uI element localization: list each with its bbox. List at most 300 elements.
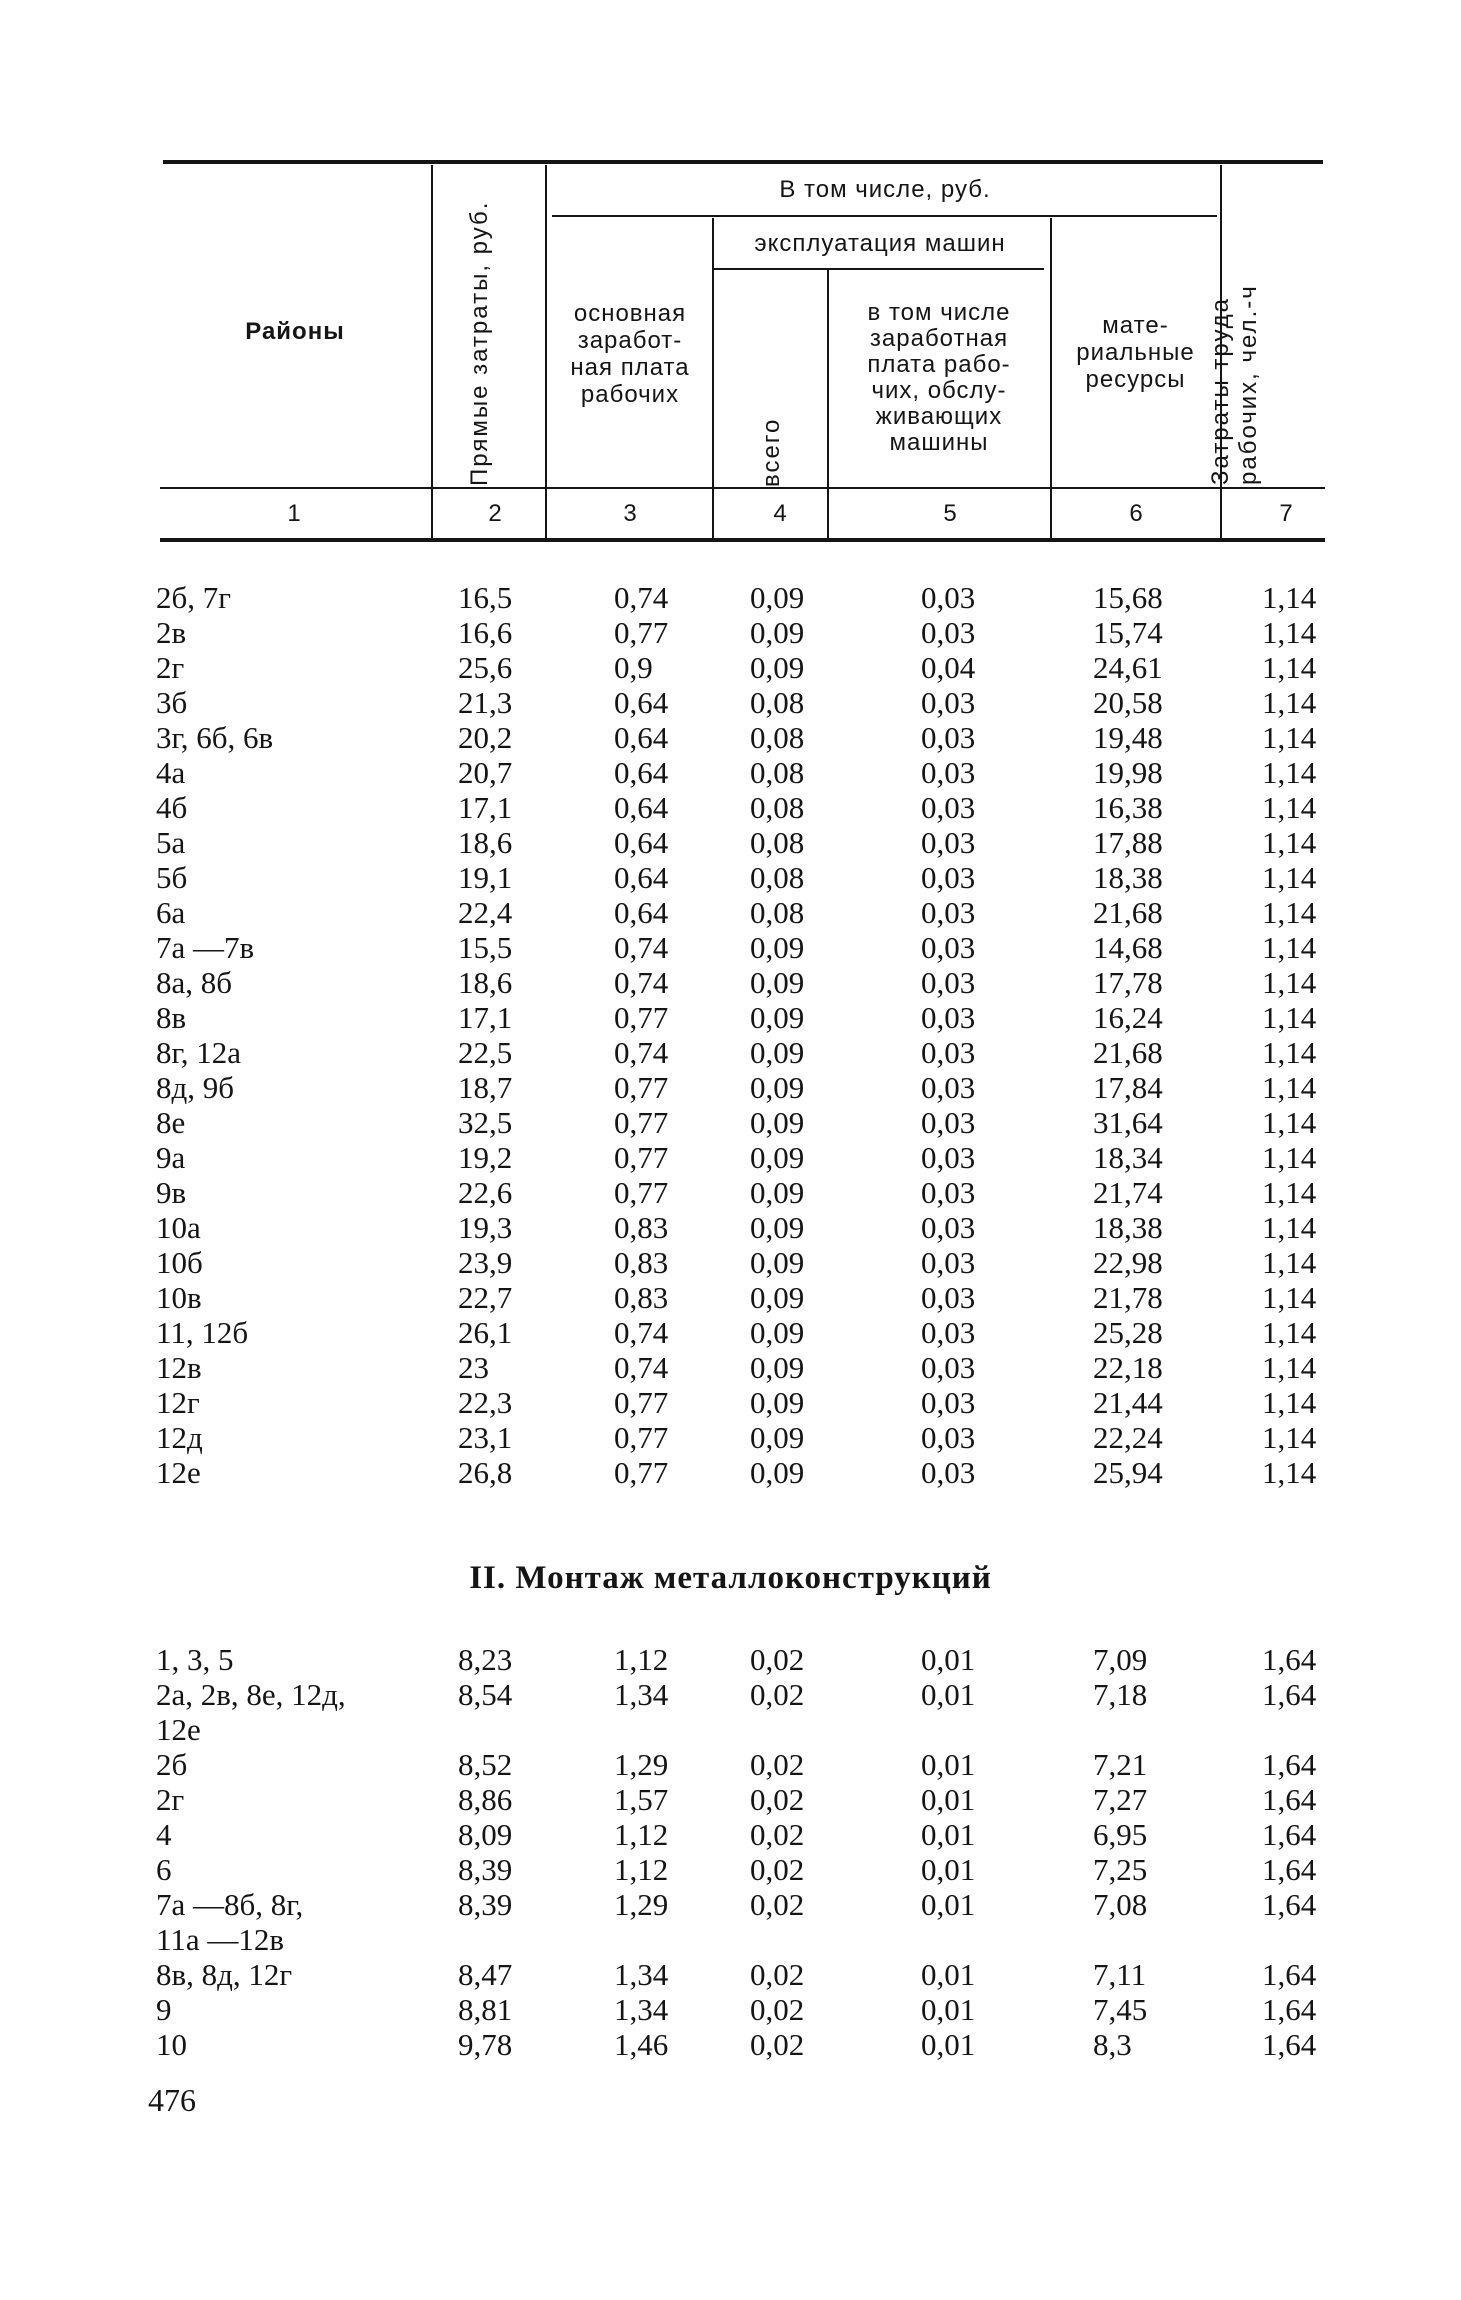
region-cell: 8в, 8д, 12г bbox=[156, 1957, 293, 1992]
header-col3-line2: заработ- bbox=[577, 327, 683, 354]
value-cell: 21,3 bbox=[458, 685, 513, 720]
colnum-2: 2 bbox=[488, 500, 502, 527]
table-row bbox=[0, 1175, 1461, 1210]
value-cell: 19,48 bbox=[1093, 720, 1163, 755]
value-cell: 0,02 bbox=[750, 1817, 805, 1852]
value-cell: 7,21 bbox=[1093, 1747, 1148, 1782]
value-cell: 0,77 bbox=[614, 1000, 669, 1035]
table-row bbox=[0, 1315, 1461, 1350]
region-cell: 9в bbox=[156, 1175, 187, 1210]
value-cell: 0,03 bbox=[921, 685, 976, 720]
table-row bbox=[0, 1385, 1461, 1420]
value-cell: 0,03 bbox=[921, 580, 976, 615]
value-cell: 1,12 bbox=[614, 1852, 669, 1887]
value-cell: 1,64 bbox=[1262, 1747, 1317, 1782]
header-col6 bbox=[1053, 312, 1218, 393]
value-cell: 0,77 bbox=[614, 1385, 669, 1420]
table-row bbox=[0, 2027, 1461, 2062]
value-cell: 1,14 bbox=[1262, 1455, 1317, 1490]
header-col2: Прямые затраты, руб. bbox=[466, 200, 493, 486]
value-cell: 0,03 bbox=[921, 1210, 976, 1245]
header-col6-line2: риальные bbox=[1076, 339, 1195, 366]
table-row bbox=[0, 755, 1461, 790]
value-cell: 0,09 bbox=[750, 1000, 805, 1035]
value-cell: 0,09 bbox=[750, 930, 805, 965]
value-cell: 8,39 bbox=[458, 1887, 513, 1922]
value-cell: 15,74 bbox=[1093, 615, 1163, 650]
value-cell: 17,78 bbox=[1093, 965, 1163, 1000]
value-cell: 1,14 bbox=[1262, 755, 1317, 790]
value-cell: 8,09 bbox=[458, 1817, 513, 1852]
value-cell: 0,09 bbox=[750, 1455, 805, 1490]
value-cell: 1,14 bbox=[1262, 1140, 1317, 1175]
value-cell: 8,86 bbox=[458, 1782, 513, 1817]
value-cell: 21,44 bbox=[1093, 1385, 1163, 1420]
value-cell: 1,14 bbox=[1262, 860, 1317, 895]
value-cell: 0,02 bbox=[750, 1782, 805, 1817]
value-cell: 19,98 bbox=[1093, 755, 1163, 790]
table-row bbox=[0, 1817, 1461, 1852]
value-cell: 0,03 bbox=[921, 755, 976, 790]
value-cell: 7,25 bbox=[1093, 1852, 1148, 1887]
table-row bbox=[0, 825, 1461, 860]
colnum-7: 7 bbox=[1279, 500, 1293, 527]
machines-rule bbox=[712, 268, 1044, 270]
region-cell: 12д bbox=[156, 1420, 203, 1455]
numbers-bottom-rule bbox=[160, 538, 1325, 542]
value-cell: 25,6 bbox=[458, 650, 513, 685]
value-cell: 0,09 bbox=[750, 615, 805, 650]
value-cell: 17,88 bbox=[1093, 825, 1163, 860]
value-cell: 0,64 bbox=[614, 895, 669, 930]
colnum-5: 5 bbox=[943, 500, 957, 527]
value-cell: 31,64 bbox=[1093, 1105, 1163, 1140]
header-col6-line1: мате- bbox=[1102, 312, 1169, 339]
value-cell: 0,01 bbox=[921, 1992, 976, 2027]
table-row bbox=[0, 1957, 1461, 1992]
value-cell: 1,64 bbox=[1262, 1782, 1317, 1817]
header-col5 bbox=[830, 300, 1048, 456]
region-cell: 10 bbox=[156, 2027, 187, 2062]
value-cell: 0,74 bbox=[614, 965, 669, 1000]
table-row bbox=[0, 1350, 1461, 1385]
table-row bbox=[0, 860, 1461, 895]
value-cell: 21,78 bbox=[1093, 1280, 1163, 1315]
value-cell: 0,03 bbox=[921, 1035, 976, 1070]
page-number: 476 bbox=[148, 2082, 196, 2118]
value-cell: 0,64 bbox=[614, 685, 669, 720]
value-cell: 18,34 bbox=[1093, 1140, 1163, 1175]
value-cell: 0,03 bbox=[921, 965, 976, 1000]
header-col5-line5: живающих bbox=[875, 403, 1003, 430]
region-cell: 7а —8б, 8г, 11а —12в bbox=[156, 1887, 304, 1957]
value-cell: 0,74 bbox=[614, 1350, 669, 1385]
table-row bbox=[0, 895, 1461, 930]
value-cell: 24,61 bbox=[1093, 650, 1163, 685]
value-cell: 18,6 bbox=[458, 825, 513, 860]
region-cell: 4а bbox=[156, 755, 186, 790]
region-cell: 12г bbox=[156, 1385, 200, 1420]
value-cell: 0,03 bbox=[921, 720, 976, 755]
value-cell: 1,14 bbox=[1262, 1385, 1317, 1420]
value-cell: 0,74 bbox=[614, 930, 669, 965]
table-row bbox=[0, 720, 1461, 755]
value-cell: 16,38 bbox=[1093, 790, 1163, 825]
value-cell: 23 bbox=[458, 1350, 489, 1385]
value-cell: 0,01 bbox=[921, 2027, 976, 2062]
region-cell: 2г bbox=[156, 1782, 185, 1817]
header-col5-line4: чих, обслу- bbox=[871, 377, 1007, 404]
value-cell: 1,64 bbox=[1262, 1957, 1317, 1992]
value-cell: 26,8 bbox=[458, 1455, 513, 1490]
value-cell: 21,68 bbox=[1093, 1035, 1163, 1070]
value-cell: 1,14 bbox=[1262, 1035, 1317, 1070]
value-cell: 0,03 bbox=[921, 1140, 976, 1175]
table-row bbox=[0, 930, 1461, 965]
value-cell: 18,6 bbox=[458, 965, 513, 1000]
region-cell: 12в bbox=[156, 1350, 202, 1385]
region-cell: 10в bbox=[156, 1280, 202, 1315]
region-cell: 9 bbox=[156, 1992, 172, 2027]
value-cell: 0,74 bbox=[614, 580, 669, 615]
value-cell: 0,64 bbox=[614, 790, 669, 825]
value-cell: 8,47 bbox=[458, 1957, 513, 1992]
value-cell: 1,14 bbox=[1262, 1070, 1317, 1105]
table-row bbox=[0, 580, 1461, 615]
region-cell: 8д, 9б bbox=[156, 1070, 235, 1105]
value-cell: 16,6 bbox=[458, 615, 513, 650]
header-col4: всего bbox=[758, 417, 785, 487]
value-cell: 0,09 bbox=[750, 1175, 805, 1210]
value-cell: 0,64 bbox=[614, 825, 669, 860]
region-cell: 4б bbox=[156, 790, 188, 825]
value-cell: 0,03 bbox=[921, 1105, 976, 1140]
header-col3-line1: основная bbox=[573, 300, 687, 327]
header-col5-line3: плата рабо- bbox=[867, 351, 1011, 378]
value-cell: 0,09 bbox=[750, 1280, 805, 1315]
header-col3-line3: ная плата bbox=[570, 354, 690, 381]
value-cell: 16,24 bbox=[1093, 1000, 1163, 1035]
value-cell: 0,64 bbox=[614, 720, 669, 755]
value-cell: 1,12 bbox=[614, 1817, 669, 1852]
table-row bbox=[0, 1677, 1461, 1747]
value-cell: 0,08 bbox=[750, 755, 805, 790]
value-cell: 0,08 bbox=[750, 895, 805, 930]
value-cell: 1,14 bbox=[1262, 1210, 1317, 1245]
value-cell: 0,83 bbox=[614, 1245, 669, 1280]
value-cell: 1,64 bbox=[1262, 1887, 1317, 1922]
value-cell: 0,08 bbox=[750, 860, 805, 895]
value-cell: 0,77 bbox=[614, 615, 669, 650]
value-cell: 25,28 bbox=[1093, 1315, 1163, 1350]
value-cell: 20,7 bbox=[458, 755, 513, 790]
vrule-2 bbox=[545, 165, 547, 540]
value-cell: 1,12 bbox=[614, 1642, 669, 1677]
region-cell: 2в bbox=[156, 615, 187, 650]
value-cell: 8,54 bbox=[458, 1677, 513, 1712]
value-cell: 26,1 bbox=[458, 1315, 513, 1350]
value-cell: 1,14 bbox=[1262, 895, 1317, 930]
value-cell: 1,14 bbox=[1262, 965, 1317, 1000]
vrule-5 bbox=[1050, 218, 1052, 540]
value-cell: 15,68 bbox=[1093, 580, 1163, 615]
value-cell: 6,95 bbox=[1093, 1817, 1148, 1852]
value-cell: 0,03 bbox=[921, 1000, 976, 1035]
value-cell: 0,03 bbox=[921, 860, 976, 895]
value-cell: 0,03 bbox=[921, 1280, 976, 1315]
value-cell: 19,1 bbox=[458, 860, 513, 895]
region-cell: 5а bbox=[156, 825, 186, 860]
value-cell: 0,01 bbox=[921, 1782, 976, 1817]
value-cell: 0,02 bbox=[750, 1677, 805, 1712]
vrule-3 bbox=[712, 218, 714, 540]
table-row bbox=[0, 1105, 1461, 1140]
value-cell: 1,14 bbox=[1262, 930, 1317, 965]
table-row bbox=[0, 965, 1461, 1000]
value-cell: 0,03 bbox=[921, 615, 976, 650]
value-cell: 0,77 bbox=[614, 1140, 669, 1175]
region-cell: 8в bbox=[156, 1000, 187, 1035]
value-cell: 0,08 bbox=[750, 825, 805, 860]
value-cell: 1,14 bbox=[1262, 1315, 1317, 1350]
table-row bbox=[0, 790, 1461, 825]
value-cell: 0,03 bbox=[921, 825, 976, 860]
value-cell: 21,74 bbox=[1093, 1175, 1163, 1210]
value-cell: 16,5 bbox=[458, 580, 513, 615]
value-cell: 0,09 bbox=[750, 1140, 805, 1175]
value-cell: 0,01 bbox=[921, 1817, 976, 1852]
table-header bbox=[0, 0, 1461, 560]
value-cell: 0,83 bbox=[614, 1280, 669, 1315]
value-cell: 0,09 bbox=[750, 965, 805, 1000]
value-cell: 0,08 bbox=[750, 720, 805, 755]
value-cell: 1,14 bbox=[1262, 650, 1317, 685]
colnum-6: 6 bbox=[1129, 500, 1143, 527]
value-cell: 21,68 bbox=[1093, 895, 1163, 930]
value-cell: 0,08 bbox=[750, 790, 805, 825]
table-row bbox=[0, 1280, 1461, 1315]
value-cell: 1,14 bbox=[1262, 720, 1317, 755]
value-cell: 0,77 bbox=[614, 1175, 669, 1210]
table-row bbox=[0, 1455, 1461, 1490]
table-row bbox=[0, 1035, 1461, 1070]
region-cell: 2а, 2в, 8е, 12д, 12е bbox=[156, 1677, 346, 1747]
value-cell: 18,7 bbox=[458, 1070, 513, 1105]
value-cell: 0,02 bbox=[750, 2027, 805, 2062]
header-col5-line2: заработная bbox=[869, 325, 1009, 352]
section2-title: II. Монтаж металлоконструкций bbox=[469, 1560, 992, 1596]
value-cell: 9,78 bbox=[458, 2027, 513, 2062]
value-cell: 22,6 bbox=[458, 1175, 513, 1210]
vrule-4 bbox=[827, 270, 829, 540]
value-cell: 22,3 bbox=[458, 1385, 513, 1420]
value-cell: 0,64 bbox=[614, 860, 669, 895]
value-cell: 1,34 bbox=[614, 1992, 669, 2027]
header-col5-line1: в том числе bbox=[867, 299, 1011, 326]
value-cell: 0,09 bbox=[750, 1315, 805, 1350]
colnum-1: 1 bbox=[287, 500, 301, 527]
header-col6-line3: ресурсы bbox=[1085, 366, 1186, 393]
value-cell: 0,77 bbox=[614, 1455, 669, 1490]
value-cell: 19,2 bbox=[458, 1140, 513, 1175]
region-cell: 3б bbox=[156, 685, 188, 720]
value-cell: 1,29 bbox=[614, 1747, 669, 1782]
value-cell: 1,14 bbox=[1262, 1175, 1317, 1210]
value-cell: 0,02 bbox=[750, 1957, 805, 1992]
table-row bbox=[0, 650, 1461, 685]
value-cell: 0,09 bbox=[750, 1245, 805, 1280]
value-cell: 0,01 bbox=[921, 1852, 976, 1887]
region-cell: 10а bbox=[156, 1210, 201, 1245]
region-cell: 9а bbox=[156, 1140, 186, 1175]
colnum-4: 4 bbox=[773, 500, 787, 527]
region-cell: 8г, 12а bbox=[156, 1035, 241, 1070]
value-cell: 0,03 bbox=[921, 930, 976, 965]
value-cell: 1,14 bbox=[1262, 1105, 1317, 1140]
value-cell: 0,01 bbox=[921, 1747, 976, 1782]
region-cell: 10б bbox=[156, 1245, 203, 1280]
table-row bbox=[0, 1070, 1461, 1105]
value-cell: 0,83 bbox=[614, 1210, 669, 1245]
region-cell: 2б bbox=[156, 1747, 188, 1782]
value-cell: 17,1 bbox=[458, 790, 513, 825]
top-rule bbox=[163, 160, 1323, 164]
value-cell: 0,77 bbox=[614, 1105, 669, 1140]
value-cell: 8,3 bbox=[1093, 2027, 1132, 2062]
value-cell: 0,09 bbox=[750, 1105, 805, 1140]
value-cell: 0,09 bbox=[750, 1385, 805, 1420]
value-cell: 20,2 bbox=[458, 720, 513, 755]
value-cell: 0,01 bbox=[921, 1677, 976, 1712]
value-cell: 0,02 bbox=[750, 1992, 805, 2027]
value-cell: 18,38 bbox=[1093, 1210, 1163, 1245]
region-cell: 6 bbox=[156, 1852, 172, 1887]
value-cell: 14,68 bbox=[1093, 930, 1163, 965]
value-cell: 0,01 bbox=[921, 1642, 976, 1677]
region-cell: 2г bbox=[156, 650, 185, 685]
value-cell: 1,64 bbox=[1262, 1642, 1317, 1677]
value-cell: 1,14 bbox=[1262, 1420, 1317, 1455]
table-row bbox=[0, 1782, 1461, 1817]
header-bottom-rule bbox=[160, 487, 1325, 489]
region-cell: 7а —7в bbox=[156, 930, 255, 965]
table-row bbox=[0, 1210, 1461, 1245]
value-cell: 0,02 bbox=[750, 1747, 805, 1782]
value-cell: 1,64 bbox=[1262, 1992, 1317, 2027]
value-cell: 1,64 bbox=[1262, 1677, 1317, 1712]
value-cell: 7,27 bbox=[1093, 1782, 1148, 1817]
value-cell: 0,77 bbox=[614, 1420, 669, 1455]
table-row bbox=[0, 1642, 1461, 1677]
value-cell: 0,77 bbox=[614, 1070, 669, 1105]
region-cell: 12е bbox=[156, 1455, 201, 1490]
value-cell: 17,84 bbox=[1093, 1070, 1163, 1105]
value-cell: 19,3 bbox=[458, 1210, 513, 1245]
value-cell: 20,58 bbox=[1093, 685, 1163, 720]
value-cell: 22,98 bbox=[1093, 1245, 1163, 1280]
value-cell: 23,1 bbox=[458, 1420, 513, 1455]
value-cell: 15,5 bbox=[458, 930, 513, 965]
value-cell: 8,52 bbox=[458, 1747, 513, 1782]
header-machines: эксплуатация машин bbox=[754, 230, 1006, 257]
header-col7: Затраты труда рабочих, чел.-ч bbox=[1207, 284, 1262, 485]
value-cell: 1,29 bbox=[614, 1887, 669, 1922]
value-cell: 0,01 bbox=[921, 1957, 976, 1992]
value-cell: 1,34 bbox=[614, 1957, 669, 1992]
value-cell: 7,09 bbox=[1093, 1642, 1148, 1677]
value-cell: 0,08 bbox=[750, 685, 805, 720]
value-cell: 0,09 bbox=[750, 1035, 805, 1070]
header-col1: Районы bbox=[245, 318, 345, 345]
value-cell: 7,08 bbox=[1093, 1887, 1148, 1922]
table-row bbox=[0, 1420, 1461, 1455]
table-row bbox=[0, 1992, 1461, 2027]
value-cell: 1,64 bbox=[1262, 1852, 1317, 1887]
value-cell: 1,14 bbox=[1262, 615, 1317, 650]
value-cell: 0,03 bbox=[921, 1175, 976, 1210]
region-cell: 4 bbox=[156, 1817, 172, 1852]
region-cell: 2б, 7г bbox=[156, 580, 231, 615]
value-cell: 8,39 bbox=[458, 1852, 513, 1887]
region-cell: 8а, 8б bbox=[156, 965, 233, 1000]
header-col5-line6: машины bbox=[889, 429, 989, 456]
value-cell: 0,03 bbox=[921, 1350, 976, 1385]
value-cell: 1,64 bbox=[1262, 1817, 1317, 1852]
value-cell: 1,64 bbox=[1262, 2027, 1317, 2062]
value-cell: 1,14 bbox=[1262, 1350, 1317, 1385]
value-cell: 0,03 bbox=[921, 790, 976, 825]
value-cell: 0,03 bbox=[921, 1385, 976, 1420]
value-cell: 0,09 bbox=[750, 650, 805, 685]
value-cell: 22,5 bbox=[458, 1035, 513, 1070]
value-cell: 0,74 bbox=[614, 1035, 669, 1070]
value-cell: 1,14 bbox=[1262, 825, 1317, 860]
value-cell: 0,04 bbox=[921, 650, 976, 685]
value-cell: 32,5 bbox=[458, 1105, 513, 1140]
value-cell: 1,57 bbox=[614, 1782, 669, 1817]
value-cell: 1,46 bbox=[614, 2027, 669, 2062]
value-cell: 0,64 bbox=[614, 755, 669, 790]
table-row bbox=[0, 1140, 1461, 1175]
value-cell: 1,14 bbox=[1262, 580, 1317, 615]
region-cell: 1, 3, 5 bbox=[156, 1642, 234, 1677]
value-cell: 0,02 bbox=[750, 1852, 805, 1887]
region-cell: 11, 12б bbox=[156, 1315, 249, 1350]
value-cell: 23,9 bbox=[458, 1245, 513, 1280]
value-cell: 1,14 bbox=[1262, 1000, 1317, 1035]
header-col3-line4: рабочих bbox=[580, 381, 680, 408]
header-col3 bbox=[550, 300, 710, 408]
value-cell: 8,81 bbox=[458, 1992, 513, 2027]
value-cell: 8,23 bbox=[458, 1642, 513, 1677]
table-row bbox=[0, 1747, 1461, 1782]
value-cell: 0,02 bbox=[750, 1887, 805, 1922]
colnum-3: 3 bbox=[623, 500, 637, 527]
value-cell: 0,09 bbox=[750, 1420, 805, 1455]
vrule-1 bbox=[431, 165, 433, 540]
table-row bbox=[0, 1887, 1461, 1957]
region-cell: 3г, 6б, 6в bbox=[156, 720, 274, 755]
region-cell: 8е bbox=[156, 1105, 186, 1140]
value-cell: 1,14 bbox=[1262, 790, 1317, 825]
value-cell: 0,03 bbox=[921, 895, 976, 930]
value-cell: 0,9 bbox=[614, 650, 653, 685]
value-cell: 0,01 bbox=[921, 1887, 976, 1922]
table-row bbox=[0, 1852, 1461, 1887]
value-cell: 0,74 bbox=[614, 1315, 669, 1350]
value-cell: 25,94 bbox=[1093, 1455, 1163, 1490]
region-cell: 5б bbox=[156, 860, 188, 895]
